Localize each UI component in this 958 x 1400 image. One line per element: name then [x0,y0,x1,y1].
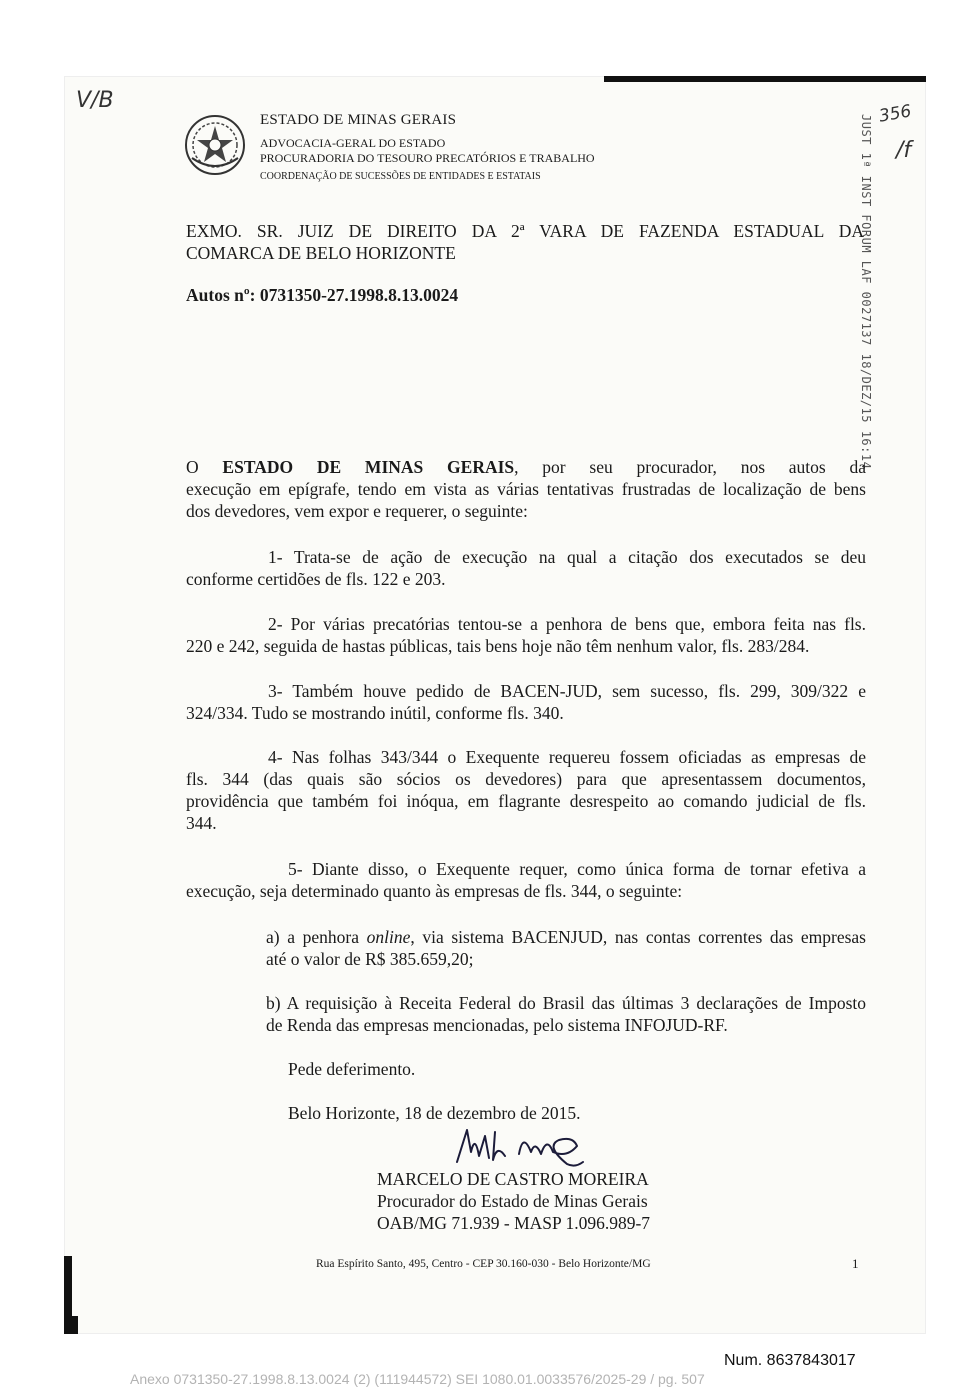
item-1-line-1: 1- Trata-se de ação de execução na qual a citação dos executados se deu [268,547,866,567]
paragraph-intro-line-3: dos devedores, vem expor e requerer, o seguinte: [186,501,528,521]
intro-bold: ESTADO DE MINAS GERAIS [222,457,515,477]
item-4-line-2: fls. 344 (das quais são sócios os devedores) para que apresentassem documentos, [186,769,866,789]
handwritten-mark: /f [896,138,912,163]
header-department: PROCURADORIA DO TESOURO PRECATÓRIOS E TRABALHO [260,151,595,165]
handwritten-page-number: 356 [877,101,913,127]
request-a-post: , via sistema BACENJUD, nas contas correntes das empresas [410,927,866,947]
addressee-line-1: EXMO. SR. JUIZ DE DIREITO DA 2ª VARA DE FAZENDA ESTADUAL DA [186,221,864,241]
header-agency: ADVOCACIA-GERAL DO ESTADO [260,136,446,150]
item-2-line-1: 2- Por várias precatórias tentou-se a penhora de bens que, embora feita nas fls. [268,614,866,634]
request-a-pre: a) a penhora [266,927,367,947]
handwritten-initials: V/B [76,88,114,113]
place-and-date: Belo Horizonte, 18 de dezembro de 2015. [288,1103,581,1123]
paragraph-intro-line-1 [186,456,866,478]
protocol-stamp-text: JUST 1ª INST FORUM LAF 0027137 18/DEZ/15 16:14 [859,114,873,470]
request-b-line-1: b) A requisição à Receita Federal do Brasil das últimas 3 declarações de Imposto [266,993,866,1013]
case-number-value: 0731350-27.1998.8.13.0024 [259,285,459,305]
state-coat-of-arms-icon [184,114,246,176]
addressee-line-2: COMARCA DE BELO HORIZONTE [186,243,456,263]
item-1-line-2: conforme certidões de fls. 122 e 203. [186,569,446,589]
intro-post: , por seu procurador, nos autos da [514,457,867,477]
item-5-line-1: 5- Diante disso, o Exequente requer, como única forma de tornar efetiva a [288,859,866,879]
case-number-label: Autos nº: [186,285,256,305]
request-a-italic: online [366,927,411,947]
request-a-line-1 [266,926,866,948]
scan-left-edge-corner [64,1316,78,1334]
scan-dark-border [604,76,926,82]
item-3-line-2: 324/334. Tudo se mostrando inútil, conforme fls. 340. [186,703,564,723]
item-5-line-2: execução, seja determinado quanto às empresas de fls. 344, o seguinte: [186,881,683,901]
annex-reference: Anexo 0731350-27.1998.8.13.0024 (2) (111944572) SEI 1080.01.0033576/2025-29 / pg. 507 [130,1371,705,1387]
item-4-line-4: 344. [186,813,217,833]
scan-top-edge [64,76,926,82]
item-2-line-2: 220 e 242, seguida de hastas públicas, tais bens hoje não têm nenhum valor, fls. 283/284. [186,636,810,656]
paragraph-intro-line-2: execução em epígrafe, tendo em vista as várias tentativas frustradas de localização de bens [186,479,866,499]
signatory-ids: OAB/MG 71.939 - MASP 1.096.989-7 [377,1213,651,1233]
signatory-role: Procurador do Estado de Minas Gerais [377,1191,648,1211]
item-4-line-1: 4- Nas folhas 343/344 o Exequente requereu fossem oficiadas as empresas de [268,747,866,767]
header-state: ESTADO DE MINAS GERAIS [260,112,457,128]
closing-request: Pede deferimento. [288,1059,416,1079]
header-coordination: COORDENAÇÃO DE SUCESSÕES DE ENTIDADES E ESTATAIS [260,171,541,182]
request-b-line-2: de Renda das empresas mencionadas, pelo sistema INFOJUD-RF. [266,1015,728,1035]
scanned-page [64,76,926,1334]
item-3-line-1: 3- Também houve pedido de BACEN-JUD, sem sucesso, fls. 299, 309/322 e [268,681,866,701]
request-a-line-2: até o valor de R$ 385.659,20; [266,949,474,969]
intro-pre: O [186,457,223,477]
footer-address: Rua Espírito Santo, 495, Centro - CEP 30.160-030 - Belo Horizonte/MG [316,1258,651,1270]
page-number: 1 [852,1256,859,1271]
protocol-stamp [849,114,881,470]
case-number [186,284,458,306]
handwritten-signature [449,1122,589,1172]
item-4-line-3: providência que também foi inóqua, em flagrante desrespeito ao comando judicial de fls. [186,791,866,811]
document-num: Num. 8637843017 [724,1352,856,1369]
signatory-name: MARCELO DE CASTRO MOREIRA [377,1169,649,1189]
